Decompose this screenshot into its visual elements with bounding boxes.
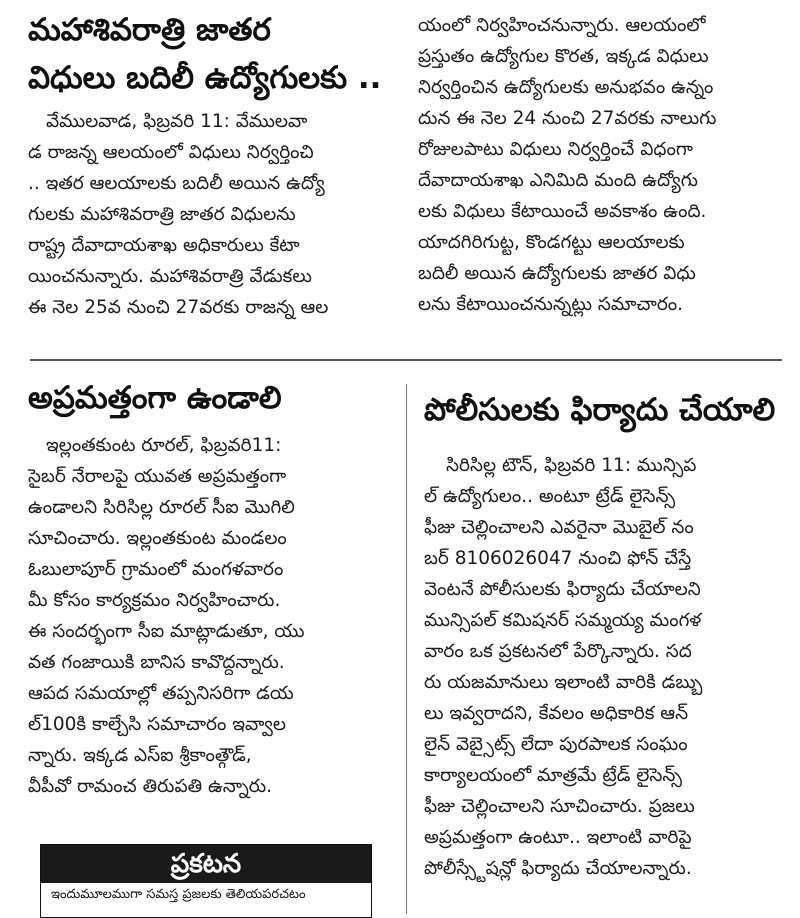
body-line: ఈ నెల 25వ నుంచి 27వరకు రాజన్న ఆల bbox=[28, 297, 329, 318]
body-line: యాదగిరిగుట్ట, కొండగట్టు ఆలయాలకు bbox=[418, 232, 685, 253]
body-line: నిర్వర్తించిన ఉద్యోగులకు అనుభవం ఉన్నం bbox=[418, 77, 714, 98]
headline-line: విధులు బదిలీ ఉద్యోగులకు .. bbox=[28, 60, 382, 96]
story-body bbox=[28, 106, 390, 323]
body-line: ఉండాలని సిరిసిల్ల రూరల్ సీఐ మొగిలి bbox=[28, 497, 295, 518]
body-line: వేములవాడ, ఫిబ్రవరి 11: వేములవా bbox=[46, 111, 308, 132]
body-line: లు ఇవ్వరాదని, కేవలం అధికారిక ఆన్ bbox=[424, 703, 689, 724]
body-line: వారం ఒక ప్రకటనలో పేర్కొన్నారు. సద bbox=[424, 641, 692, 662]
body-line: వెంటనే పోలీసులకు ఫిర్యాదు చేయాలని bbox=[424, 579, 701, 600]
body-line: లైన్ వెబ్సైట్స్ లేదా పురపాలక సంఘం bbox=[424, 734, 688, 755]
body-line: డ రాజన్న ఆలయంలో విధులు నిర్వర్తించి bbox=[28, 142, 314, 163]
column-divider bbox=[406, 384, 407, 914]
body-line: రోజులపాటు విధులు నిర్వర్తించే విధంగా bbox=[418, 139, 693, 160]
body-line: సైబర్ నేరాలపై యువత అప్రమత్తంగా bbox=[28, 466, 287, 487]
body-line: యంలో నిర్వహించనున్నారు. ఆలయంలో bbox=[418, 15, 706, 36]
body-line: న్నారు. ఇక్కడ ఎస్ఐ శ్రీకాంత్గౌడ్, bbox=[28, 745, 252, 766]
body-line: కార్యాలయంలో మాత్రమే ట్రేడ్ లైసెన్స్ bbox=[424, 765, 682, 786]
body-line: ల్100కి కాల్చేసి సమాచారం ఇవ్వాల bbox=[28, 714, 286, 735]
body-line: ఆపద సమయాల్లో తప్పనిసరిగా డయ bbox=[28, 683, 294, 704]
body-line: ఈ సందర్భంగా సీఐ మాట్లాడుతూ, యు bbox=[28, 621, 305, 642]
body-line: ఇల్లంతకుంట రూరల్, ఫిబ్రవరి11: bbox=[46, 435, 282, 456]
body-line: బర్ 8106026047 నుంచి ఫోన్ చేస్తే bbox=[424, 548, 692, 569]
story-headline: అప్రమత్తంగా ఉండాలి bbox=[28, 380, 282, 416]
body-line: వత గంజాయికి బానిస కావొద్దన్నారు. bbox=[28, 652, 285, 673]
body-line: యించనున్నారు. మహాశివరాత్రి వేడుకలు bbox=[28, 266, 312, 287]
announcement-box bbox=[40, 844, 372, 918]
body-line: ఫీజు చెల్లించాలని సూచించారు. ప్రజలు bbox=[424, 796, 695, 817]
body-line: సూచించారు. ఇల్లంతకుంట మండలం bbox=[28, 528, 287, 549]
body-line: మీ కోసం కార్యక్రమం నిర్వహించారు. bbox=[28, 590, 281, 611]
body-line: వీపీవో రామంచ తిరుపతి ఉన్నారు. bbox=[28, 776, 272, 797]
body-line: లను కేటాయించనున్నట్లు సమాచారం. bbox=[418, 294, 684, 315]
story-body bbox=[28, 430, 390, 802]
body-line: ఓబులాపూర్ గ్రామంలో మంగళవారం bbox=[28, 559, 284, 580]
body-line: దేవాదాయశాఖ ఎనిమిది మంది ఉద్యోగు bbox=[418, 170, 698, 191]
story-mahashivaratri-continuation bbox=[418, 10, 780, 320]
headline-line: మహాశివరాత్రి జాతర bbox=[28, 12, 271, 48]
body-line: ప్రస్తుతం ఉద్యోగుల కొరత, ఇక్కడ విధులు bbox=[418, 46, 709, 67]
story-complain-to-police bbox=[424, 386, 784, 884]
body-line: మున్సిపల్ కమిషనర్ సమ్మయ్య మంగళ bbox=[424, 610, 702, 631]
body-line: ల్ ఉద్యోగులం.. అంటూ ట్రేడ్ లైసెన్స్ bbox=[424, 486, 676, 507]
announcement-text: ఇందుమూలముగా సమస్త ప్రజలకు తెలియపరచటం bbox=[51, 887, 306, 902]
story-mahashivaratri bbox=[28, 6, 390, 323]
body-line: గులకు మహాశివరాత్రి జాతర విధులను bbox=[28, 204, 296, 225]
body-line: ఫీజు చెల్లించాలని ఎవరైనా మొబైల్ నం bbox=[424, 517, 694, 538]
body-line: బదిలీ అయిన ఉద్యోగులకు జాతర విధు bbox=[418, 263, 696, 284]
body-line: రాష్ట్ర దేవాదాయశాఖ అధికారులు కేటా bbox=[28, 235, 300, 256]
body-line: లకు విధులు కేటాయించే అవకాశం ఉంది. bbox=[418, 201, 707, 222]
story-body bbox=[424, 450, 784, 884]
body-line: పోలీస్స్టేషన్లో ఫిర్యాదు చేయాలన్నారు. bbox=[424, 858, 692, 879]
story-headline: పోలీసులకు ఫిర్యాదు చేయాలి bbox=[424, 392, 776, 428]
body-line: అప్రమత్తంగా ఉంటూ.. ఇలాంటి వారిపై bbox=[424, 827, 692, 848]
story-be-alert bbox=[28, 374, 390, 802]
body-line: దున ఈ నెల 24 నుంచి 27వరకు నాలుగు bbox=[418, 108, 717, 129]
body-line: .. ఇతర ఆలయాలకు బదిలీ అయిన ఉద్యో bbox=[28, 173, 325, 194]
announcement-title: ప్రకటన bbox=[41, 845, 371, 883]
horizontal-divider bbox=[30, 359, 782, 361]
story-headline bbox=[28, 6, 390, 102]
body-line: సిరిసిల్ల టౌన్, ఫిబ్రవరి 11: మున్సిప bbox=[446, 455, 697, 476]
body-line: రు యజమానులు ఇలాంటి వారికి డబ్బు bbox=[424, 672, 703, 693]
